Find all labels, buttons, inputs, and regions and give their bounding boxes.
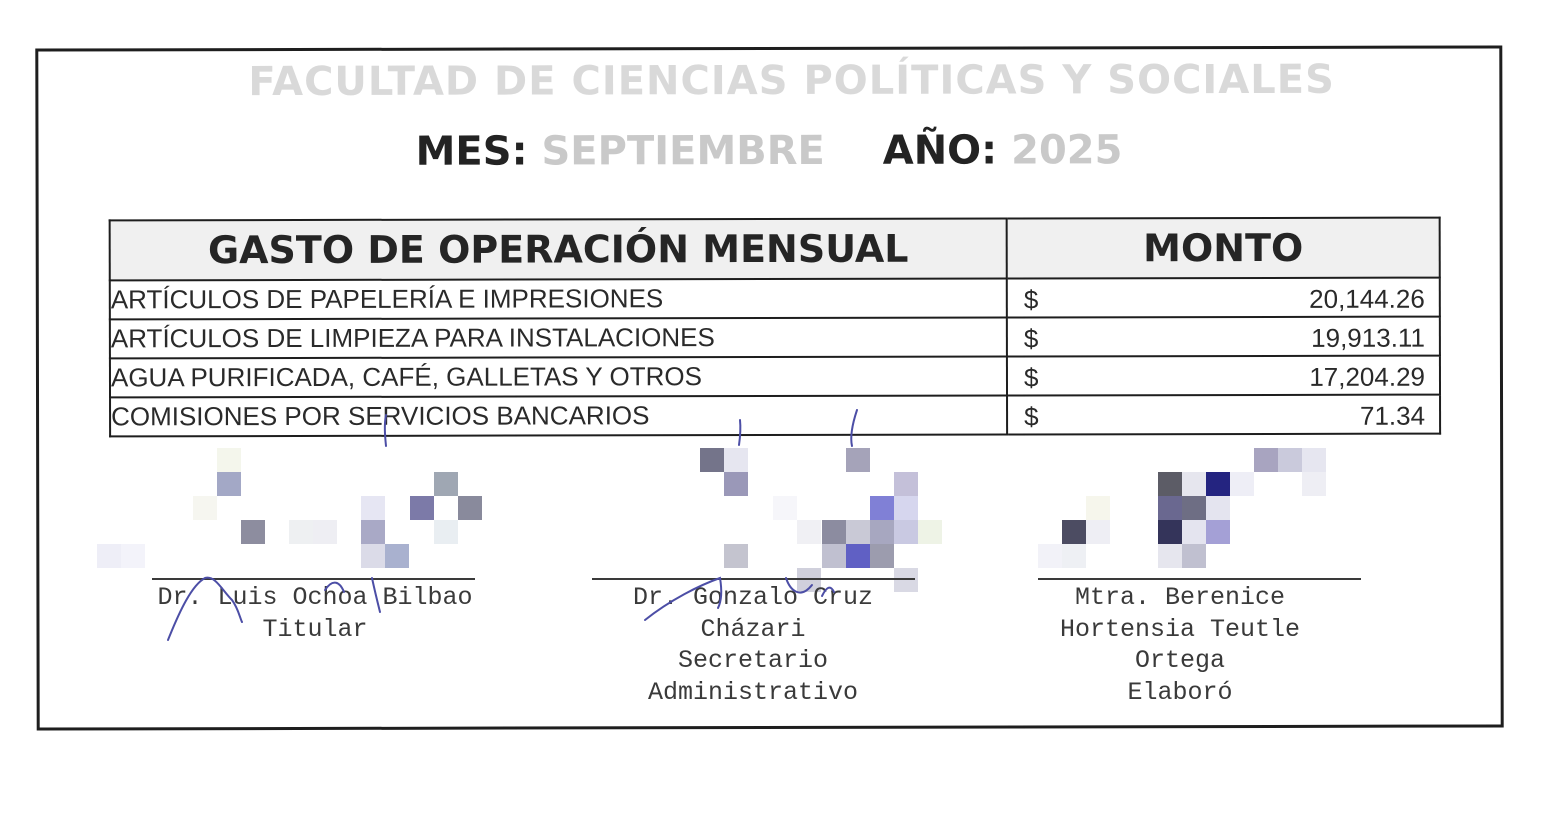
signature-pixel — [870, 496, 894, 520]
signature-pixel — [241, 520, 265, 544]
row-amount-cell — [1007, 278, 1440, 318]
signature-pixel — [217, 448, 241, 472]
signature-pixel — [700, 448, 724, 472]
signature-pixel — [1206, 496, 1230, 520]
signature-line — [592, 578, 915, 580]
signature-pixel — [1182, 544, 1206, 568]
period-line — [38, 126, 1499, 175]
table-row — [110, 395, 1440, 437]
signatory-elaboro — [975, 582, 1385, 708]
signature-pixel — [1062, 544, 1086, 568]
signature-pixel — [193, 496, 217, 520]
currency-sign: $ — [1023, 323, 1039, 354]
row-amount: 17,204.29 — [1309, 361, 1426, 392]
signatory-titular — [110, 582, 520, 645]
currency-sign: $ — [1024, 401, 1039, 432]
signature-pixel — [361, 496, 385, 520]
expenses-table — [109, 217, 1441, 438]
signature-pixel — [1158, 496, 1182, 520]
signature-pixel — [458, 496, 482, 520]
signature-pixel — [1038, 544, 1062, 568]
signature-pixel — [1302, 472, 1326, 496]
currency-sign: $ — [1023, 362, 1039, 393]
row-amount: 71.34 — [1359, 400, 1426, 431]
signature-pixel — [1182, 496, 1206, 520]
signature-pixel — [385, 544, 409, 568]
table-row — [110, 356, 1440, 398]
signature-pixel — [289, 520, 313, 544]
signature-pixel — [870, 520, 894, 544]
month-value: SEPTIEMBRE — [541, 127, 825, 175]
signature-pixel — [361, 544, 385, 568]
month-label: MES: — [415, 128, 528, 175]
signature-pixel — [1278, 448, 1302, 472]
signature-pixel — [1206, 520, 1230, 544]
year-value: 2025 — [1011, 127, 1123, 174]
signature-pixel — [846, 448, 870, 472]
signature-pixel — [434, 472, 458, 496]
table-row — [110, 317, 1440, 359]
signature-pixel — [313, 520, 337, 544]
signature-pixel — [217, 472, 241, 496]
signature-pixel — [846, 544, 870, 568]
currency-sign: $ — [1023, 284, 1039, 315]
signature-pixel — [1230, 472, 1254, 496]
signatory-role: Elaboró — [1127, 677, 1233, 707]
row-amount: 19,913.11 — [1311, 322, 1425, 353]
signatory-role: Secretario — [677, 646, 829, 675]
signatory-name: Dr. Gonzalo Cruz — [632, 583, 874, 612]
signature-pixel — [410, 496, 434, 520]
row-concept: ARTÍCULOS DE PAPELERÍA E IMPRESIONES — [110, 279, 1007, 320]
signature-pixel — [1206, 472, 1230, 496]
faculty-title: FACULTAD DE CIENCIAS POLÍTICAS Y SOCIALES — [248, 56, 1335, 106]
amount-column-header: MONTO — [1007, 218, 1440, 279]
signature-pixel — [894, 496, 918, 520]
row-amount-cell — [1007, 395, 1440, 435]
signature-pixel — [1182, 472, 1206, 496]
signature-pixel — [434, 520, 458, 544]
signature-pixel — [773, 496, 797, 520]
signature-pixel — [870, 544, 894, 568]
signature-pixel — [894, 472, 918, 496]
signature-line — [152, 578, 475, 580]
signature-pixel — [822, 520, 846, 544]
signature-pixel — [724, 448, 748, 472]
signature-pixel — [1062, 520, 1086, 544]
row-amount-cell — [1007, 317, 1440, 357]
signatory-secretario — [548, 582, 958, 708]
signature-pixel — [361, 520, 385, 544]
signature-pixel — [97, 544, 121, 568]
signatory-name: Dr. Luis Ochoa Bilbao — [157, 583, 473, 612]
row-concept: COMISIONES POR SERVICIOS BANCARIOS — [110, 396, 1007, 437]
signature-pixel — [1302, 448, 1326, 472]
table-row — [110, 278, 1440, 320]
row-amount-cell — [1007, 356, 1440, 396]
signature-pixel — [918, 520, 942, 544]
signature-pixel — [822, 544, 846, 568]
row-concept: ARTÍCULOS DE LIMPIEZA PARA INSTALACIONES — [110, 318, 1007, 359]
signatory-name: Cházari — [700, 614, 806, 644]
signature-pixel — [1086, 496, 1110, 520]
signature-pixel — [1158, 472, 1182, 496]
signatory-name: Ortega — [1134, 646, 1225, 675]
signature-pixel — [1158, 520, 1182, 544]
year-label: AÑO: — [882, 127, 998, 174]
signatory-name: Hortensia Teutle — [1059, 614, 1301, 644]
signature-pixel — [1182, 520, 1206, 544]
signature-pixel — [846, 520, 870, 544]
row-concept: AGUA PURIFICADA, CAFÉ, GALLETAS Y OTROS — [110, 357, 1007, 398]
signature-pixel — [121, 544, 145, 568]
signatory-role: Administrativo — [647, 677, 859, 707]
signature-pixel — [724, 472, 748, 496]
concept-column-header: GASTO DE OPERACIÓN MENSUAL — [110, 219, 1007, 281]
signature-pixel — [894, 520, 918, 544]
row-amount: 20,144.26 — [1309, 283, 1425, 314]
table-header-row — [110, 218, 1440, 281]
signatory-name: Mtra. Berenice — [1074, 583, 1286, 612]
signature-pixel — [724, 544, 748, 568]
signature-line — [1038, 578, 1361, 580]
signatory-role: Titular — [262, 614, 368, 644]
signature-pixel — [1254, 448, 1278, 472]
signature-pixel — [1158, 544, 1182, 568]
signature-pixel — [1086, 520, 1110, 544]
signature-pixel — [797, 520, 821, 544]
